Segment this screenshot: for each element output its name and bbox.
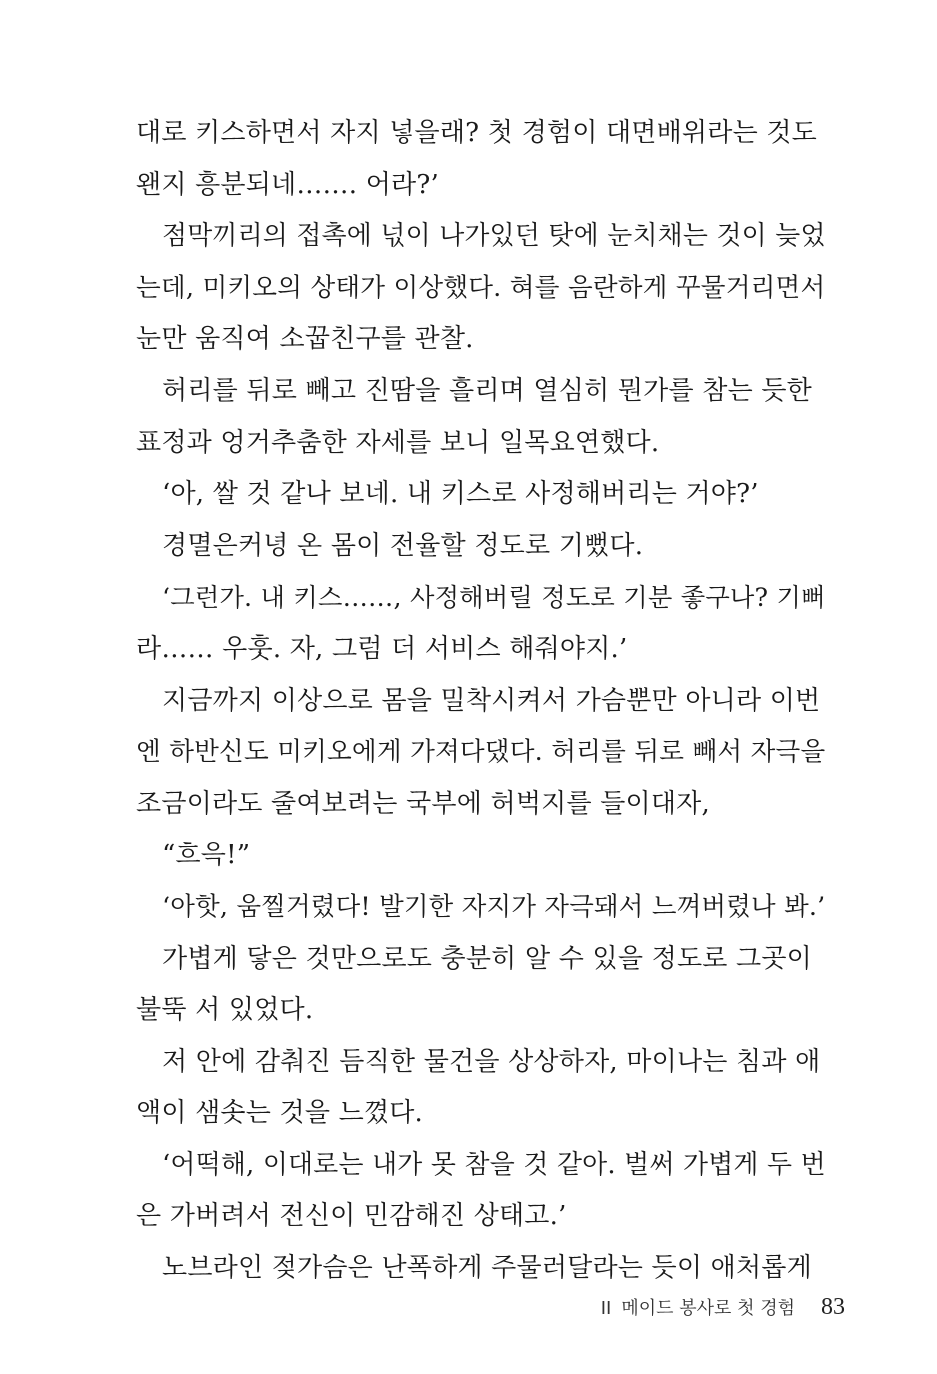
text-line: 액이 샘솟는 것을 느꼈다. bbox=[136, 1098, 424, 1129]
text-line: 허리를 뒤로 빼고 진땀을 흘리며 열심히 뭔가를 참는 듯한 bbox=[162, 375, 812, 406]
text-line: “흐윽!” bbox=[162, 840, 251, 871]
text-line: 은 가버려서 전신이 민감해진 상태고.’ bbox=[136, 1201, 567, 1232]
text-line: 점막끼리의 접촉에 넋이 나가있던 탓에 눈치채는 것이 늦었 bbox=[162, 221, 826, 252]
page-footer bbox=[601, 1294, 845, 1324]
text-line: ‘어떡해, 이대로는 내가 못 참을 것 같아. 벌써 가볍게 두 번 bbox=[162, 1149, 826, 1180]
text-line: 불뚝 서 있었다. bbox=[136, 995, 314, 1026]
text-line: 엔 하반신도 미키오에게 가져다댔다. 허리를 뒤로 빼서 자극을 bbox=[136, 737, 826, 768]
text-line: 저 안에 감춰진 듬직한 물건을 상상하자, 마이나는 침과 애 bbox=[162, 1046, 821, 1077]
text-line: ‘아, 쌀 것 같나 보네. 내 키스로 사정해버리는 거야?’ bbox=[162, 479, 759, 510]
text-line: 지금까지 이상으로 몸을 밀착시켜서 가슴뿐만 아니라 이번 bbox=[162, 685, 821, 716]
text-line: 조금이라도 줄여보려는 국부에 허벅지를 들이대자, bbox=[136, 788, 710, 819]
text-line: 표정과 엉거추춤한 자세를 보니 일목요연했다. bbox=[136, 427, 660, 458]
chapter-title: 메이드 봉사로 첫 경험 bbox=[621, 1298, 795, 1319]
text-line: 라…… 우훗. 자, 그럼 더 서비스 해줘야지.’ bbox=[136, 633, 628, 664]
text-line: 왠지 흥분되네……. 어라?’ bbox=[136, 169, 439, 200]
text-line: 경멸은커녕 온 몸이 전율할 정도로 기뻤다. bbox=[162, 530, 644, 561]
text-line: 대로 키스하면서 자지 넣을래? 첫 경험이 대면배위라는 것도 bbox=[136, 118, 817, 148]
text-line: 가볍게 닿은 것만으로도 충분히 알 수 있을 정도로 그곳이 bbox=[162, 943, 812, 974]
text-line: 노브라인 젖가슴은 난폭하게 주물러달라는 듯이 애처롭게 bbox=[162, 1253, 812, 1284]
text-line: 눈만 움직여 소꿉친구를 관찰. bbox=[136, 324, 474, 355]
body-text bbox=[136, 108, 826, 1295]
text-line: 는데, 미키오의 상태가 이상했다. 혀를 음란하게 꾸물거리면서 bbox=[136, 272, 826, 303]
text-line: ‘아핫, 움찔거렸다! 발기한 자지가 자극돼서 느껴버렸나 봐.’ bbox=[162, 891, 826, 922]
chapter-number: II bbox=[600, 1298, 612, 1319]
text-line: ‘그런가. 내 키스……, 사정해버릴 정도로 기분 좋구나? 기뻐 bbox=[162, 583, 826, 613]
page-number: 83 bbox=[821, 1294, 845, 1320]
